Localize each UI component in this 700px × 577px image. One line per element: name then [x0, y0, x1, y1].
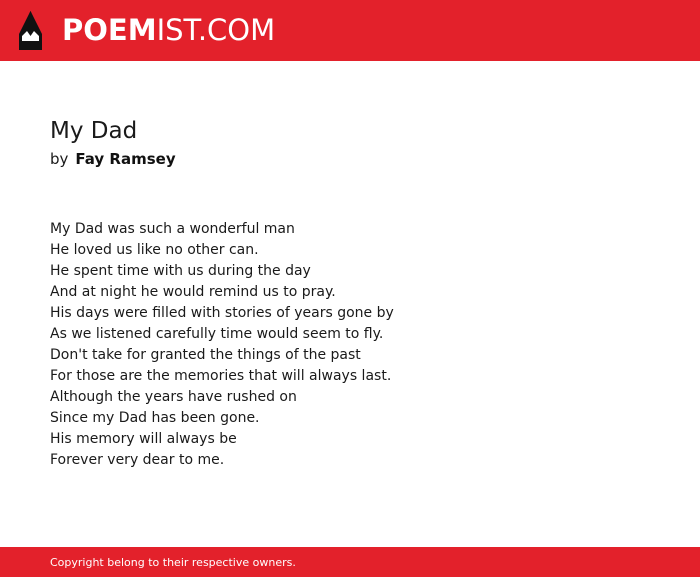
logo-light-text: IST.COM [156, 13, 276, 47]
site-header [0, 0, 700, 61]
site-footer [0, 547, 700, 577]
author-link[interactable]: Fay Ramsey [75, 150, 176, 168]
by-label: by [50, 150, 69, 168]
poem-byline [50, 149, 176, 169]
poem-line: My Dad was such a wonderful man [50, 221, 295, 237]
poem-line: For those are the memories that will always last. [50, 368, 392, 384]
logo-link[interactable] [0, 0, 276, 61]
poem-line: Although the years have rushed on [50, 389, 297, 405]
poem-line: He spent time with us during the day [50, 263, 311, 279]
poem-line: His days were filled with stories of years gone by [50, 305, 394, 321]
poem-line: Don't take for granted the things of the past [50, 347, 361, 363]
poem-title: My Dad [50, 118, 138, 144]
poem-line: He loved us like no other can. [50, 242, 259, 258]
pencil-icon [18, 10, 43, 51]
poem-line: Forever very dear to me. [50, 452, 225, 468]
poem-line: And at night he would remind us to pray. [50, 284, 336, 300]
site-logo-text [62, 13, 275, 47]
poem-line: Since my Dad has been gone. [50, 410, 260, 426]
copyright-text: Copyright belong to their respective owners. [50, 556, 296, 569]
poem-line: As we listened carefully time would seem to fly. [50, 326, 384, 342]
poem-body [50, 219, 470, 471]
logo-bold-text: POEM [62, 13, 157, 47]
poem-line: His memory will always be [50, 431, 237, 447]
